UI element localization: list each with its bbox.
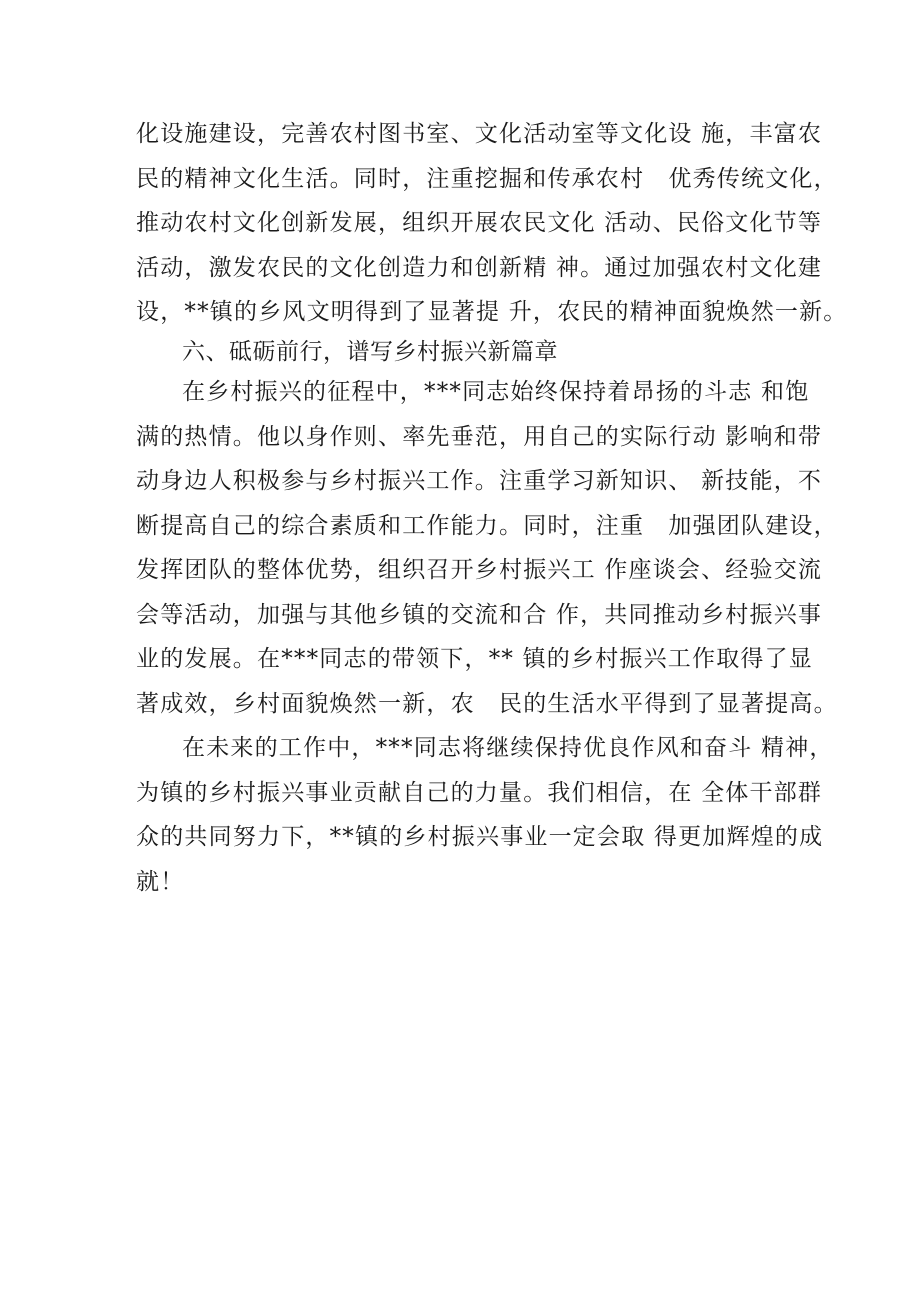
paragraph-line: 民的精神文化生活。同时，注重挖掘和传承农村 优秀传统文化， bbox=[136, 165, 838, 192]
paragraph-line: 发挥团队的整体优势，组织召开乡村振兴工 作座谈会、经验交流 bbox=[136, 557, 823, 583]
paragraph-line: 在乡村振兴的征程中，***同志始终保持着昂扬的斗志 和饱 bbox=[182, 379, 810, 405]
paragraph-line: 业的发展。在***同志的带领下，** 镇的乡村振兴工作取得了显 bbox=[136, 646, 814, 672]
paragraph-line: 活动，激发农民的文化创造力和创新精 神。通过加强农村文化建 bbox=[136, 254, 823, 281]
paragraph-line: 在未来的工作中，***同志将继续保持优良作风和奋斗 精神， bbox=[182, 735, 834, 761]
paragraph-line: 为镇的乡村振兴事业贡献自己的力量。我们相信，在 全体干部群 bbox=[136, 779, 823, 806]
paragraph-line: 就！ bbox=[136, 868, 185, 895]
paragraph-line: 化设施建设，完善农村图书室、文化活动室等文化设 施，丰富农 bbox=[136, 121, 823, 147]
paragraph-culture bbox=[136, 112, 848, 335]
paragraph-line: 断提高自己的综合素质和工作能力。同时，注重 加强团队建设， bbox=[136, 512, 838, 539]
paragraph-line: 设，**镇的乡风文明得到了显著提 升，农民的精神面貌焕然一新。 bbox=[136, 299, 848, 325]
paragraph-line: 推动农村文化创新发展，组织开展农民文化 活动、民俗文化节等 bbox=[136, 210, 823, 236]
section-heading: 六、砥砺前行，谱写乡村振兴新篇章 bbox=[182, 339, 558, 365]
paragraph-line: 满的热情。他以身作则、率先垂范，用自己的实际行动 影响和带 bbox=[136, 423, 823, 450]
paragraph-line: 著成效，乡村面貌焕然一新，农 民的生活水平得到了显著提高。 bbox=[136, 690, 838, 717]
paragraph-line: 众的共同努力下，**镇的乡村振兴事业一定会取 得更加辉煌的成 bbox=[136, 824, 824, 850]
paragraph-progress bbox=[136, 370, 838, 726]
paragraph-line: 动身边人积极参与乡村振兴工作。注重学习新知识、 新技能，不 bbox=[136, 468, 823, 494]
paragraph-future bbox=[136, 726, 834, 904]
paragraph-line: 会等活动，加强与其他乡镇的交流和合 作，共同推动乡村振兴事 bbox=[136, 601, 823, 628]
